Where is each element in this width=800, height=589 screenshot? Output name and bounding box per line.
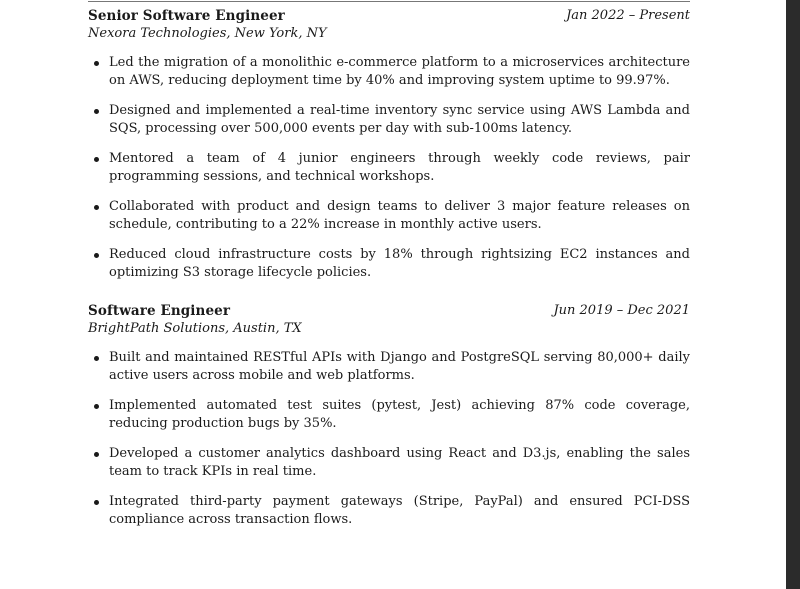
bullet-icon: [94, 205, 99, 210]
bullet-item: [88, 102, 690, 138]
job-title: Senior Software Engineer: [88, 8, 285, 24]
job-title: Software Engineer: [88, 303, 231, 319]
job-entry: [88, 302, 690, 541]
bullet-item: [88, 445, 690, 481]
bullet-text: Reduced cloud infrastructure costs by 18% through rightsizing EC2 instances and optimizing S3 storage lifecycle policies.: [109, 246, 690, 280]
bullet-item: [88, 349, 690, 385]
bullet-icon: [94, 500, 99, 505]
bullet-icon: [94, 61, 99, 66]
job-entry: [88, 7, 690, 294]
job-bullets: [88, 54, 690, 282]
section-divider: [88, 1, 690, 2]
bullet-text: Developed a customer analytics dashboard using React and D3.js, enabling the sales team to track KPIs in real time.: [109, 445, 690, 480]
bullet-text: Integrated third-party payment gateways (Stripe, PayPal) and ensured PCI-DSS compliance across transaction flows.: [109, 493, 690, 527]
bullet-icon: [94, 109, 99, 114]
bullet-item: [88, 54, 690, 90]
bullet-text: Mentored a team of 4 junior engineers through weekly code reviews, pair programming sessions, and technical workshops.: [109, 150, 690, 185]
bullet-text: Built and maintained RESTful APIs with Django and PostgreSQL serving 80,000+ daily active users across mobile and web platforms.: [109, 350, 690, 384]
job-header: [88, 7, 690, 25]
bullet-icon: [94, 404, 99, 409]
bullet-icon: [94, 157, 99, 162]
bullet-item: [88, 397, 690, 433]
bullet-text: Led the migration of a monolithic e-commerce platform to a microservices architecture on AWS, reducing deployment time by 40% and improving system uptime to 99.97%.: [109, 55, 690, 89]
bullet-icon: [94, 356, 99, 361]
bullet-icon: [94, 452, 99, 457]
bullet-text: Collaborated with product and design teams to deliver 3 major feature releases on schedule, contributing to a 22% increase in monthly active users.: [109, 198, 690, 232]
job-dates: Jun 2019 – Dec 2021: [553, 303, 690, 318]
job-bullets: [88, 349, 690, 529]
bullet-text: Designed and implemented a real-time inventory sync service using AWS Lambda and SQS, processing over 500,000 events per day with sub-100ms latency.: [109, 102, 690, 137]
bullet-item: [88, 493, 690, 529]
bullet-item: [88, 198, 690, 234]
bullet-item: [88, 150, 690, 186]
bullet-text: Implemented automated test suites (pytest, Jest) achieving 87% code coverage, reducing production bugs by 35%.: [109, 397, 690, 432]
job-company: BrightPath Solutions, Austin, TX: [88, 321, 302, 336]
bullet-item: [88, 246, 690, 282]
job-dates: Jan 2022 – Present: [566, 8, 690, 23]
job-header: [88, 302, 690, 320]
bullet-icon: [94, 253, 99, 258]
job-company: Nexora Technologies, New York, NY: [88, 26, 327, 41]
viewer-edge: [786, 0, 800, 589]
